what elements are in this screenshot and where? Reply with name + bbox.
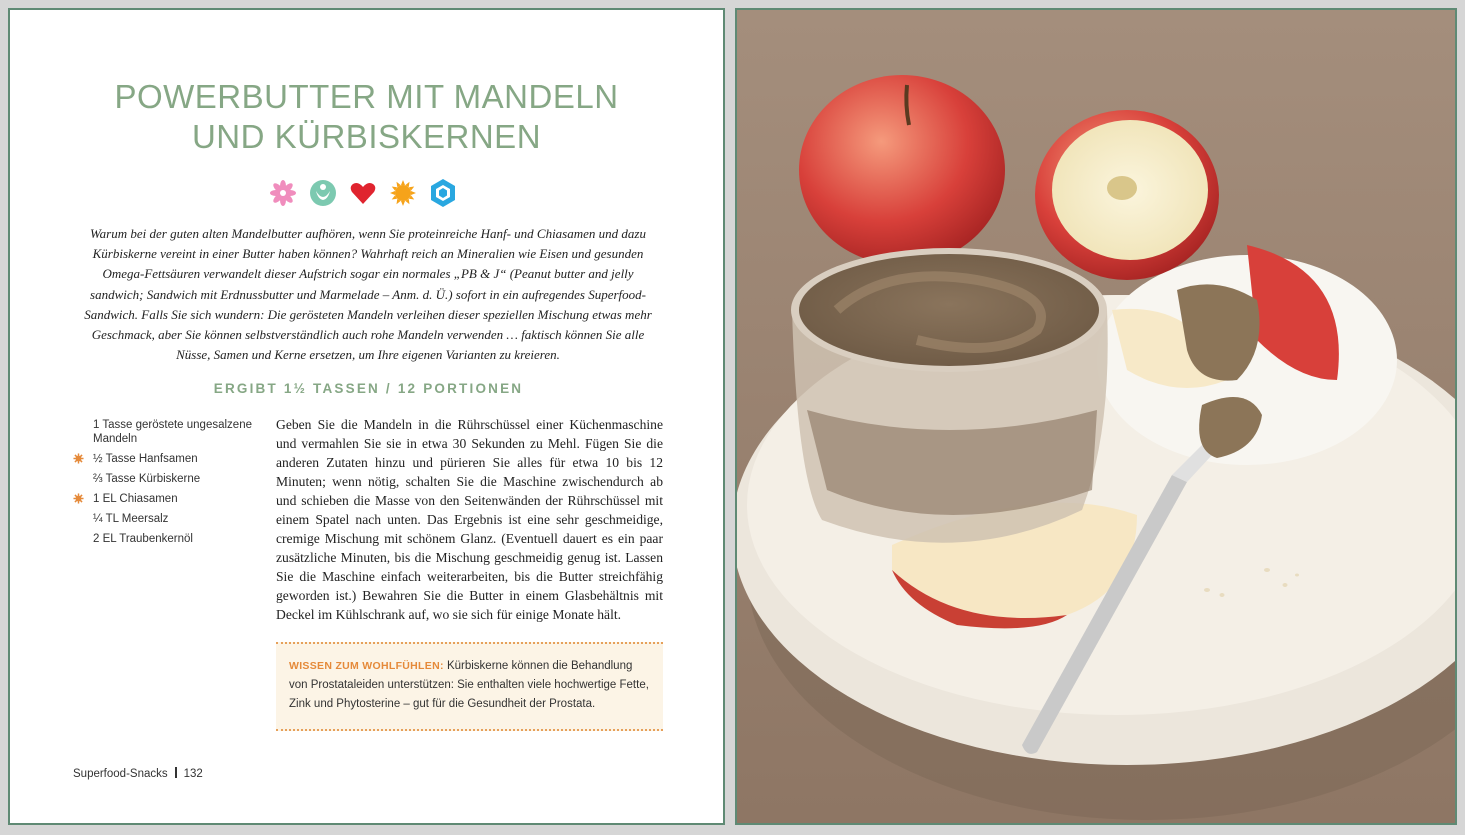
tip-label: WISSEN ZUM WOHLFÜHLEN:: [289, 660, 444, 672]
page-footer: [73, 767, 203, 780]
superfood-marker-icon: [73, 493, 84, 504]
ingredient-item: [70, 418, 255, 446]
recipe-intro: Warum bei der guten alten Mandelbutter aufhören, wenn Sie proteinreiche Hanf- und Chiasamen und dazu Kürbiskerne vereint in einer Butter haben können? Wahrhaft reich an Mineralien wie Eisen und gesunden Omega-Fettsäuren verwandelt dieser Aufstrich sogar ein normales „PB & J“ (Peanut butter and jelly sandwich; Sandwich mit Erdnussbutter und Marmelade – Anm. d. Ü.) sofort in ein aufregendes Superfood-Sandwich. Falls Sie sich wundern: Die gerösteten Mandeln verleihen dieser speziellen Mischung etwas mehr Geschmack, aber Sie können selbstverständlich auch rohe Mandeln verwenden … faktisch können Sie alle Nüsse, Samen und Kerne ersetzen, um Ihre eigenen Varianten zu kreieren.: [84, 226, 652, 363]
ingredient-text: ⅔ Tasse Kürbiskerne: [93, 473, 201, 485]
ingredient-text: ½ Tasse Hanfsamen: [93, 453, 198, 465]
superfood-marker-icon: [73, 419, 84, 430]
superfood-marker-icon: [73, 533, 84, 544]
ingredient-text: 1 Tasse geröstete ungesalzene Mandeln: [93, 419, 252, 445]
wellness-tip-box: [276, 642, 663, 731]
footer-divider: [175, 767, 177, 778]
sun-icon: [388, 178, 418, 208]
recipe-title-line-1: POWERBUTTER MIT MANDELN: [114, 78, 619, 115]
ingredient-list: [70, 418, 255, 552]
hexagon-icon: [428, 178, 458, 208]
recipe-yield: ERGIBT 1½ TASSEN / 12 PORTIONEN: [213, 381, 524, 396]
ingredient-item: [70, 452, 255, 466]
superfood-marker-icon: [73, 513, 84, 524]
recipe-instructions: Geben Sie die Mandeln in die Rührschüssel einer Küchenmaschine und vermahlen Sie sie in etwa 30 Sekunden zu Mehl. Fügen Sie die anderen Zutaten hinzu und pürieren Sie alles für etwa 10 bis 12 Minuten; wenn nötig, schalten Sie die Maschine zwischendurch ab und schieben die Masse von den Seitenwänden der Rührschüssel mit einem Spatel nach unten. Das Ergebnis ist eine sehr geschmeidige, cremige Mischung mit schönem Glanz. (Eventuell dauert es ein paar zusätzliche Minuten, bis die Mischung geschmeidig genug ist. Lassen Sie die Maschine einfach weiterarbeiten, bis die Butter streichfähig geworden ist.) Bewahren Sie die Butter in einem Glasbehältnis mit Deckel im Kühlschrank auf, wo sie sich für einige Monate hält.: [276, 417, 663, 622]
superfood-marker-icon: [73, 473, 84, 484]
ingredient-text: 2 EL Traubenkernöl: [93, 533, 193, 545]
ingredient-item: [70, 492, 255, 506]
ingredient-text: ¼ TL Meersalz: [93, 513, 169, 525]
recipe-title-line-2: UND KÜRBISKERNEN: [191, 118, 542, 155]
ingredient-text: 1 EL Chiasamen: [93, 493, 178, 505]
section-name: Superfood-Snacks: [73, 768, 168, 780]
drop-figure-icon: [308, 178, 338, 208]
whole-apple: [799, 75, 1005, 265]
ingredient-item: [70, 532, 255, 546]
ingredient-item: [70, 512, 255, 526]
flower-icon: [268, 178, 298, 208]
benefit-icons: [268, 178, 458, 212]
recipe-photo: [735, 8, 1457, 825]
page-number: 132: [183, 768, 203, 780]
heart-icon: [348, 178, 378, 208]
tip-text: Kürbiskerne können die Behandlung von Prostataleiden unterstützen: Sie enthalten viele hochwertige Fette, Zink und Phytosterine – gut für die Gesundheit der Prostata.: [289, 660, 649, 710]
recipe-page: [8, 8, 725, 825]
superfood-marker-icon: [73, 453, 84, 464]
ingredient-item: [70, 472, 255, 486]
